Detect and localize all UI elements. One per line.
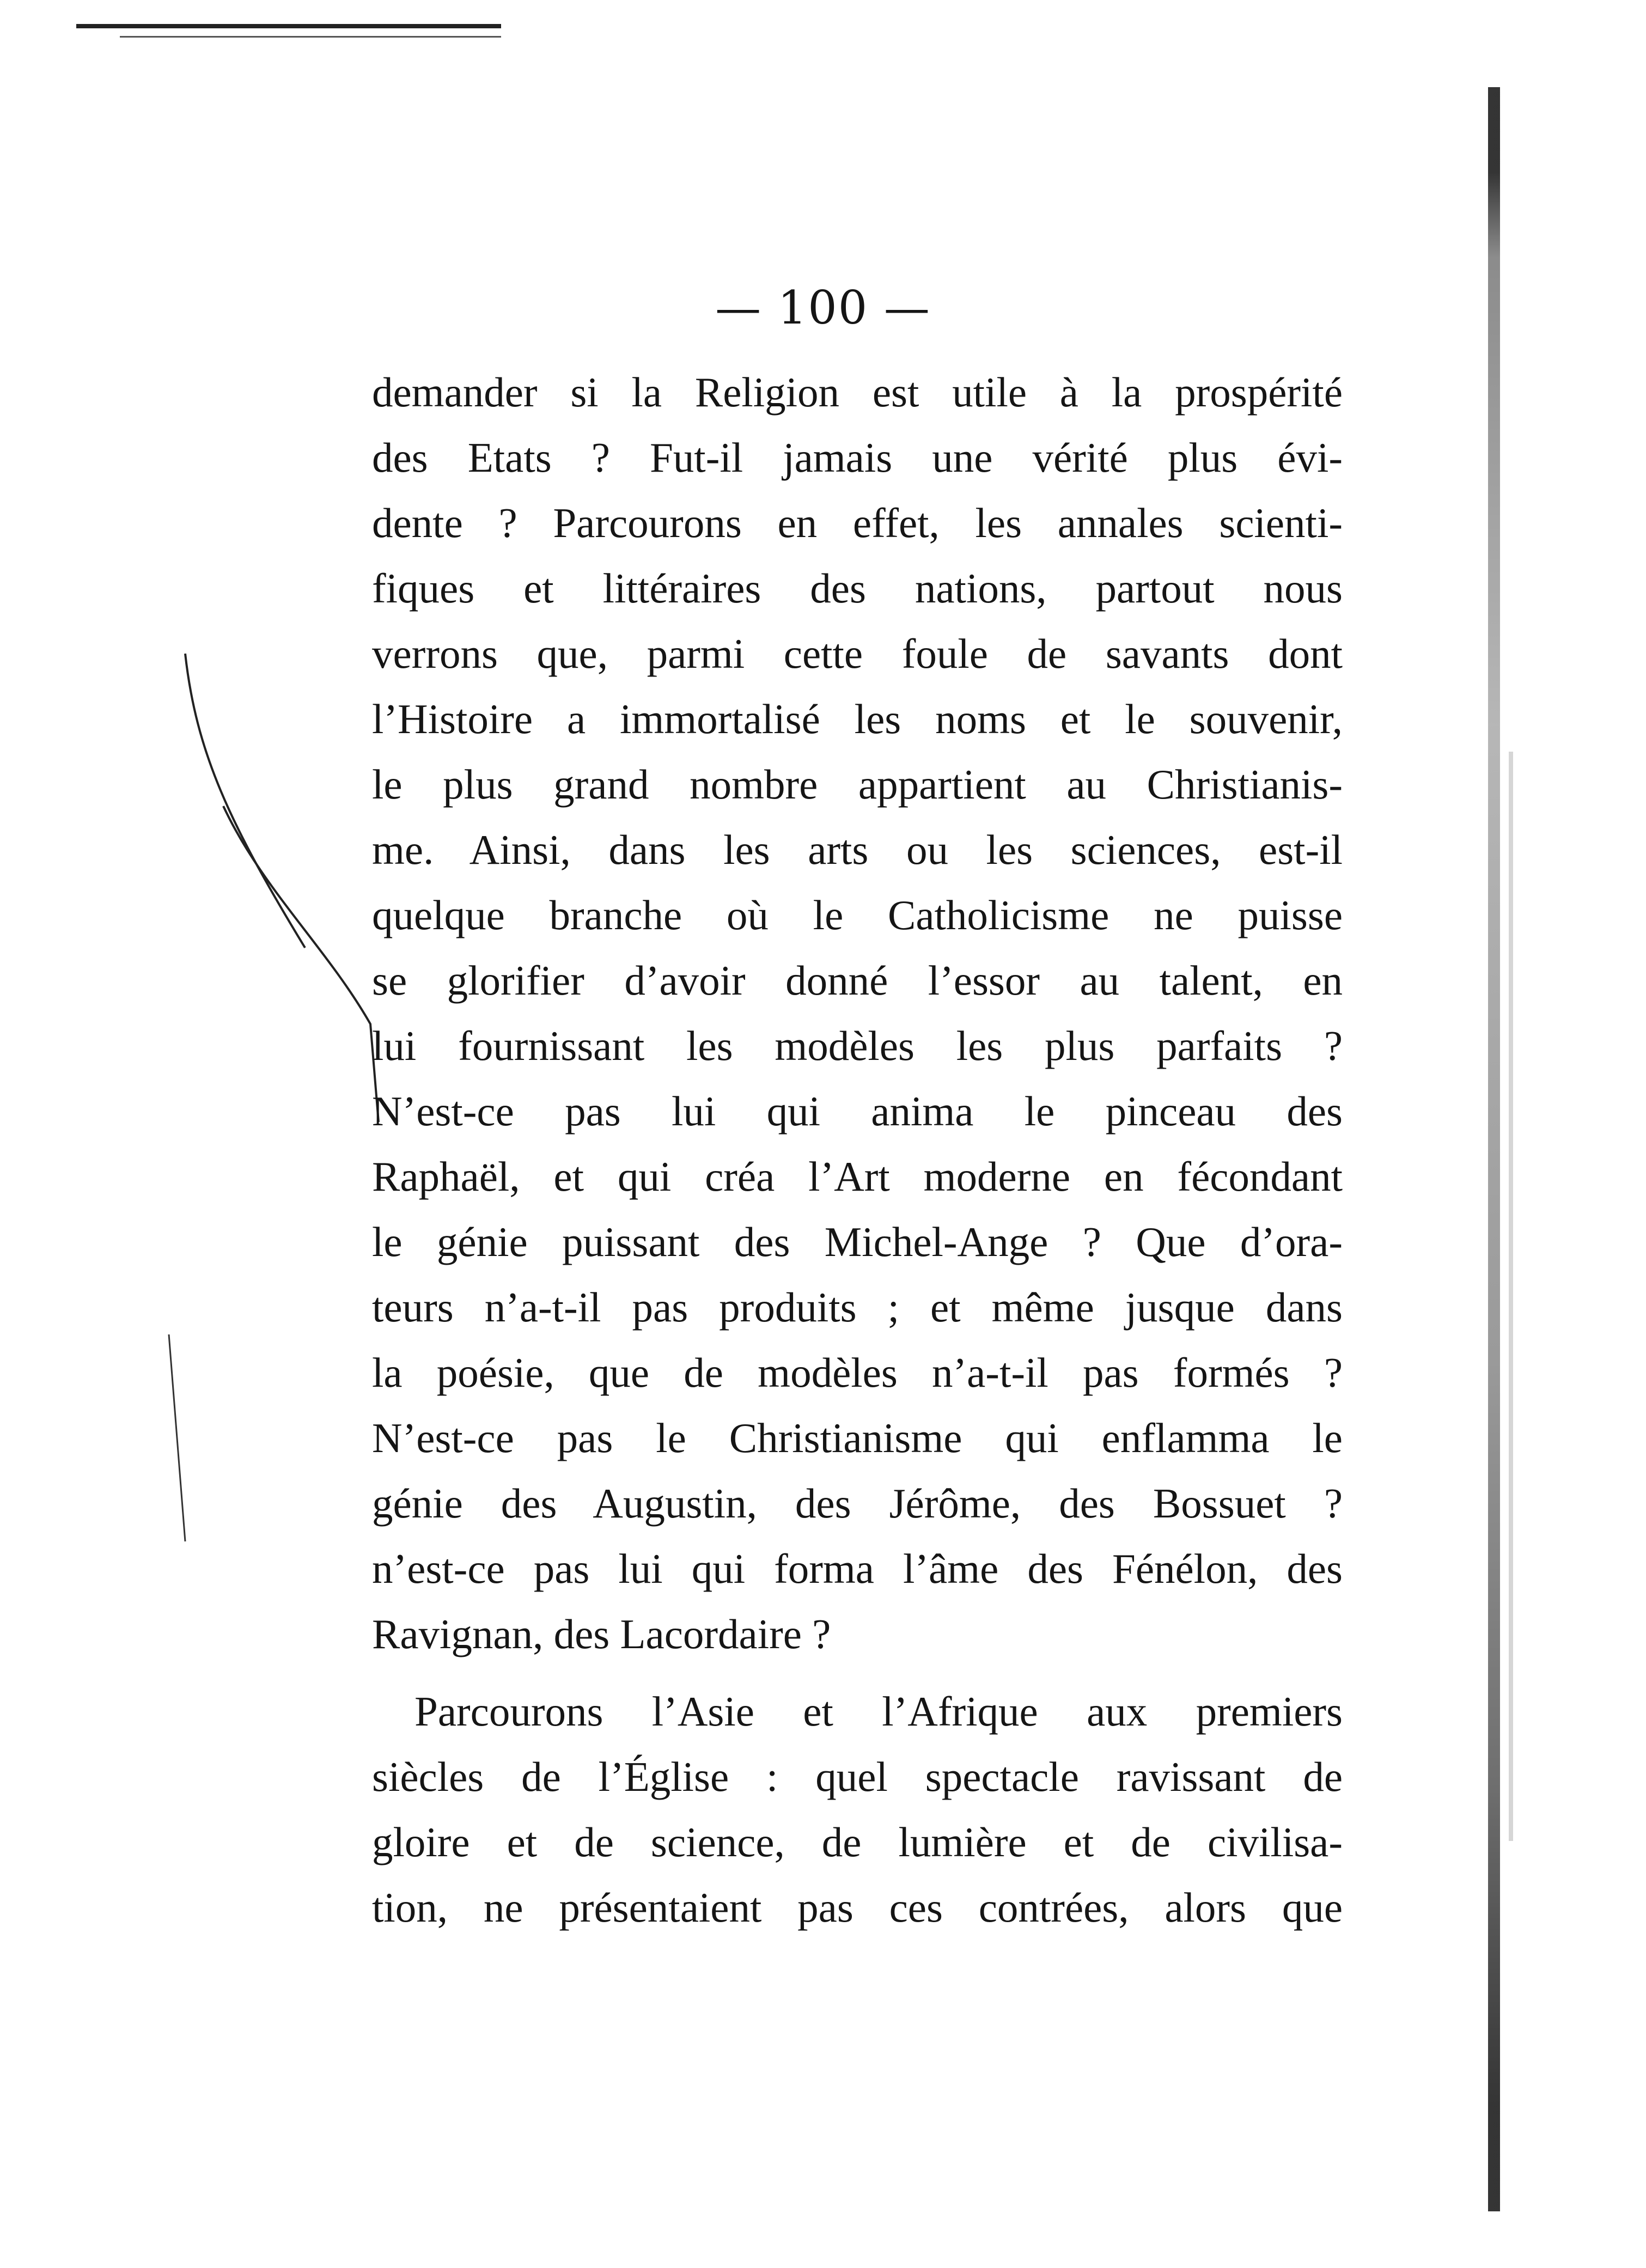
text-line: demander si la Religion est utile à la prospérité: [372, 369, 1343, 416]
paragraph: [372, 359, 1343, 1667]
text-line: lui fournissant les modèles les plus parfaits ?: [372, 1022, 1343, 1069]
top-border-rule-secondary: [120, 36, 501, 38]
text-line: le plus grand nombre appartient au Christianis-: [372, 761, 1343, 808]
text-line: verrons que, parmi cette foule de savants dont: [372, 630, 1343, 677]
body-text: [372, 359, 1343, 1940]
text-line: Parcourons l’Asie et l’Afrique aux premiers: [414, 1688, 1343, 1735]
top-border-rule: [76, 24, 501, 28]
margin-pen-mark: [163, 1334, 207, 1552]
text-line: teurs n’a-t-il pas produits ; et même jusque dans: [372, 1284, 1343, 1331]
text-line: me. Ainsi, dans les arts ou les sciences, est-il: [372, 826, 1343, 873]
page-number: — 100 —: [715, 281, 931, 334]
binding-shadow: [1488, 87, 1500, 2211]
text-line: des Etats ? Fut-il jamais une vérité plus évi-: [372, 434, 1343, 481]
text-line: génie des Augustin, des Jérôme, des Bossuet ?: [372, 1480, 1343, 1527]
text-line: gloire et de science, de lumière et de civilisa-: [372, 1819, 1343, 1865]
text-line: N’est-ce pas lui qui anima le pinceau des: [372, 1088, 1343, 1135]
text-line: fiques et littéraires des nations, partout nous: [372, 565, 1343, 612]
text-line: se glorifier d’avoir donné l’essor au talent, en: [372, 957, 1343, 1004]
text-line: siècles de l’Église : quel spectacle ravissant de: [372, 1753, 1343, 1800]
text-line: Ravignan, des Lacordaire ?: [372, 1611, 831, 1657]
text-line: tion, ne présentaient pas ces contrées, alors que: [372, 1884, 1343, 1931]
text-line: la poésie, que de modèles n’a-t-il pas formés ?: [372, 1349, 1343, 1396]
text-line: Raphaël, et qui créa l’Art moderne en fécondant: [372, 1153, 1343, 1200]
text-line: le génie puissant des Michel-Ange ? Que d’ora-: [372, 1218, 1343, 1265]
text-line: quelque branche où le Catholicisme ne puisse: [372, 892, 1343, 938]
text-line: N’est-ce pas le Christianisme qui enflamma le: [372, 1415, 1343, 1461]
text-line: l’Histoire a immortalisé les noms et le souvenir,: [372, 696, 1343, 742]
text-line: n’est-ce pas lui qui forma l’âme des Fénélon, des: [372, 1545, 1343, 1592]
binding-shadow-secondary: [1509, 752, 1513, 1841]
text-line: dente ? Parcourons en effet, les annales scienti-: [372, 499, 1343, 546]
paragraph-gap: [372, 1667, 1343, 1679]
paragraph: [372, 1679, 1343, 1940]
